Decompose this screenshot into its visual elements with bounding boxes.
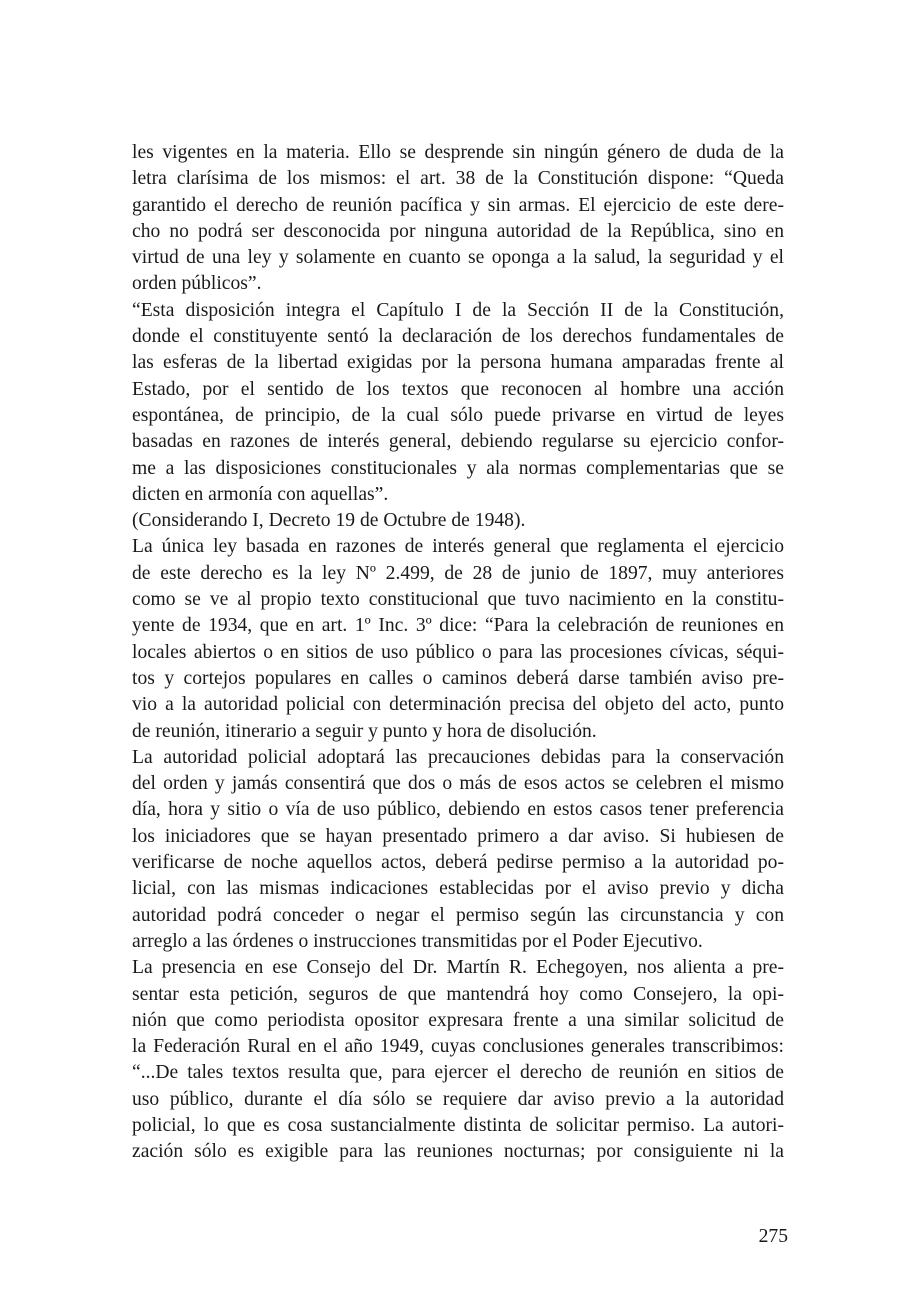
text-line: Estado, por el sentido de los textos que reconocen al hombre una acción (132, 378, 784, 400)
body-text (132, 140, 784, 1166)
text-line: donde el constituyente sentó la declaración de los derechos fundamentales de (132, 326, 784, 348)
text-line: yente de 1934, que en art. 1º Inc. 3º dice: “Para la celebración de reuniones en (132, 615, 784, 637)
text-line: licial, con las mismas indicaciones establecidas por el aviso previo y dicha (132, 878, 784, 900)
text-line: arreglo a las órdenes o instrucciones transmitidas por el Poder Ejecutivo. (132, 930, 703, 952)
text-line: de reunión, itinerario a seguir y punto y hora de disolución. (132, 720, 597, 742)
text-line: de este derecho es la ley Nº 2.499, de 28 de junio de 1897, muy anteriores (132, 562, 784, 584)
text-line: los iniciadores que se hayan presentado primero a dar aviso. Si hubiesen de (132, 825, 784, 847)
text-line: dicten en armonía con aquellas”. (132, 483, 389, 505)
text-line: uso público, durante el día sólo se requiere dar aviso previo a la autoridad (132, 1088, 784, 1110)
text-line: garantido el derecho de reunión pacífica y sin armas. El ejercicio de este dere- (132, 194, 784, 216)
text-line: La presencia en ese Consejo del Dr. Martín R. Echegoyen, nos alienta a pre- (132, 957, 784, 979)
text-line: La autoridad policial adoptará las precauciones debidas para la conservación (132, 746, 784, 768)
text-line: nión que como periodista opositor expresara frente a una similar solicitud de (132, 1009, 784, 1031)
text-line: tos y cortejos populares en calles o caminos deberá darse también aviso pre- (132, 667, 784, 689)
text-line: vio a la autoridad policial con determinación precisa del objeto del acto, punto (132, 694, 784, 716)
text-line: día, hora y sitio o vía de uso público, debiendo en estos casos tener preferencia (132, 799, 784, 821)
text-line: del orden y jamás consentirá que dos o más de esos actos se celebren el mismo (132, 773, 784, 795)
text-line: virtud de una ley y solamente en cuanto se oponga a la salud, la seguridad y el (132, 247, 784, 269)
text-line: cho no podrá ser desconocida por ninguna autoridad de la República, sino en (132, 220, 784, 242)
text-line: policial, lo que es cosa sustancialmente distinta de solicitar permiso. La autori- (132, 1114, 784, 1136)
text-line: autoridad podrá conceder o negar el permiso según las circunstancia y con (132, 904, 784, 926)
text-line: verificarse de noche aquellos actos, deberá pedirse permiso a la autoridad po- (132, 852, 784, 874)
page-number: 275 (758, 1226, 788, 1247)
text-line: “...De tales textos resulta que, para ejercer el derecho de reunión en sitios de (132, 1062, 784, 1084)
text-line: me a las disposiciones constitucionales y ala normas complementarias que se (132, 457, 784, 479)
text-line: sentar esta petición, seguros de que mantendrá hoy como Consejero, la opi- (132, 983, 784, 1005)
text-line: espontánea, de principio, de la cual sólo puede privarse en virtud de leyes (132, 404, 784, 426)
text-line: zación sólo es exigible para las reuniones nocturnas; por consiguiente ni la (132, 1141, 784, 1163)
text-line: (Considerando I, Decreto 19 de Octubre de 1948). (132, 510, 526, 532)
text-line: La única ley basada en razones de interés general que reglamenta el ejercicio (132, 536, 784, 558)
text-line: “Esta disposición integra el Capítulo I de la Sección II de la Constitución, (132, 299, 784, 321)
text-line: las esferas de la libertad exigidas por la persona humana amparadas frente al (132, 352, 784, 374)
text-line: basadas en razones de interés general, debiendo regularse su ejercicio confor- (132, 431, 784, 453)
text-line: letra clarísima de los mismos: el art. 38 de la Constitución dispone: “Queda (132, 168, 784, 190)
text-line: orden públicos”. (132, 273, 262, 295)
text-line: les vigentes en la materia. Ello se desprende sin ningún género de duda de la (132, 142, 784, 163)
text-line: locales abiertos o en sitios de uso público o para las procesiones cívicas, séqui- (132, 641, 784, 663)
text-line: la Federación Rural en el año 1949, cuyas conclusiones generales transcribimos: (132, 1036, 784, 1058)
text-line: como se ve al propio texto constitucional que tuvo nacimiento en la constitu- (132, 589, 784, 611)
